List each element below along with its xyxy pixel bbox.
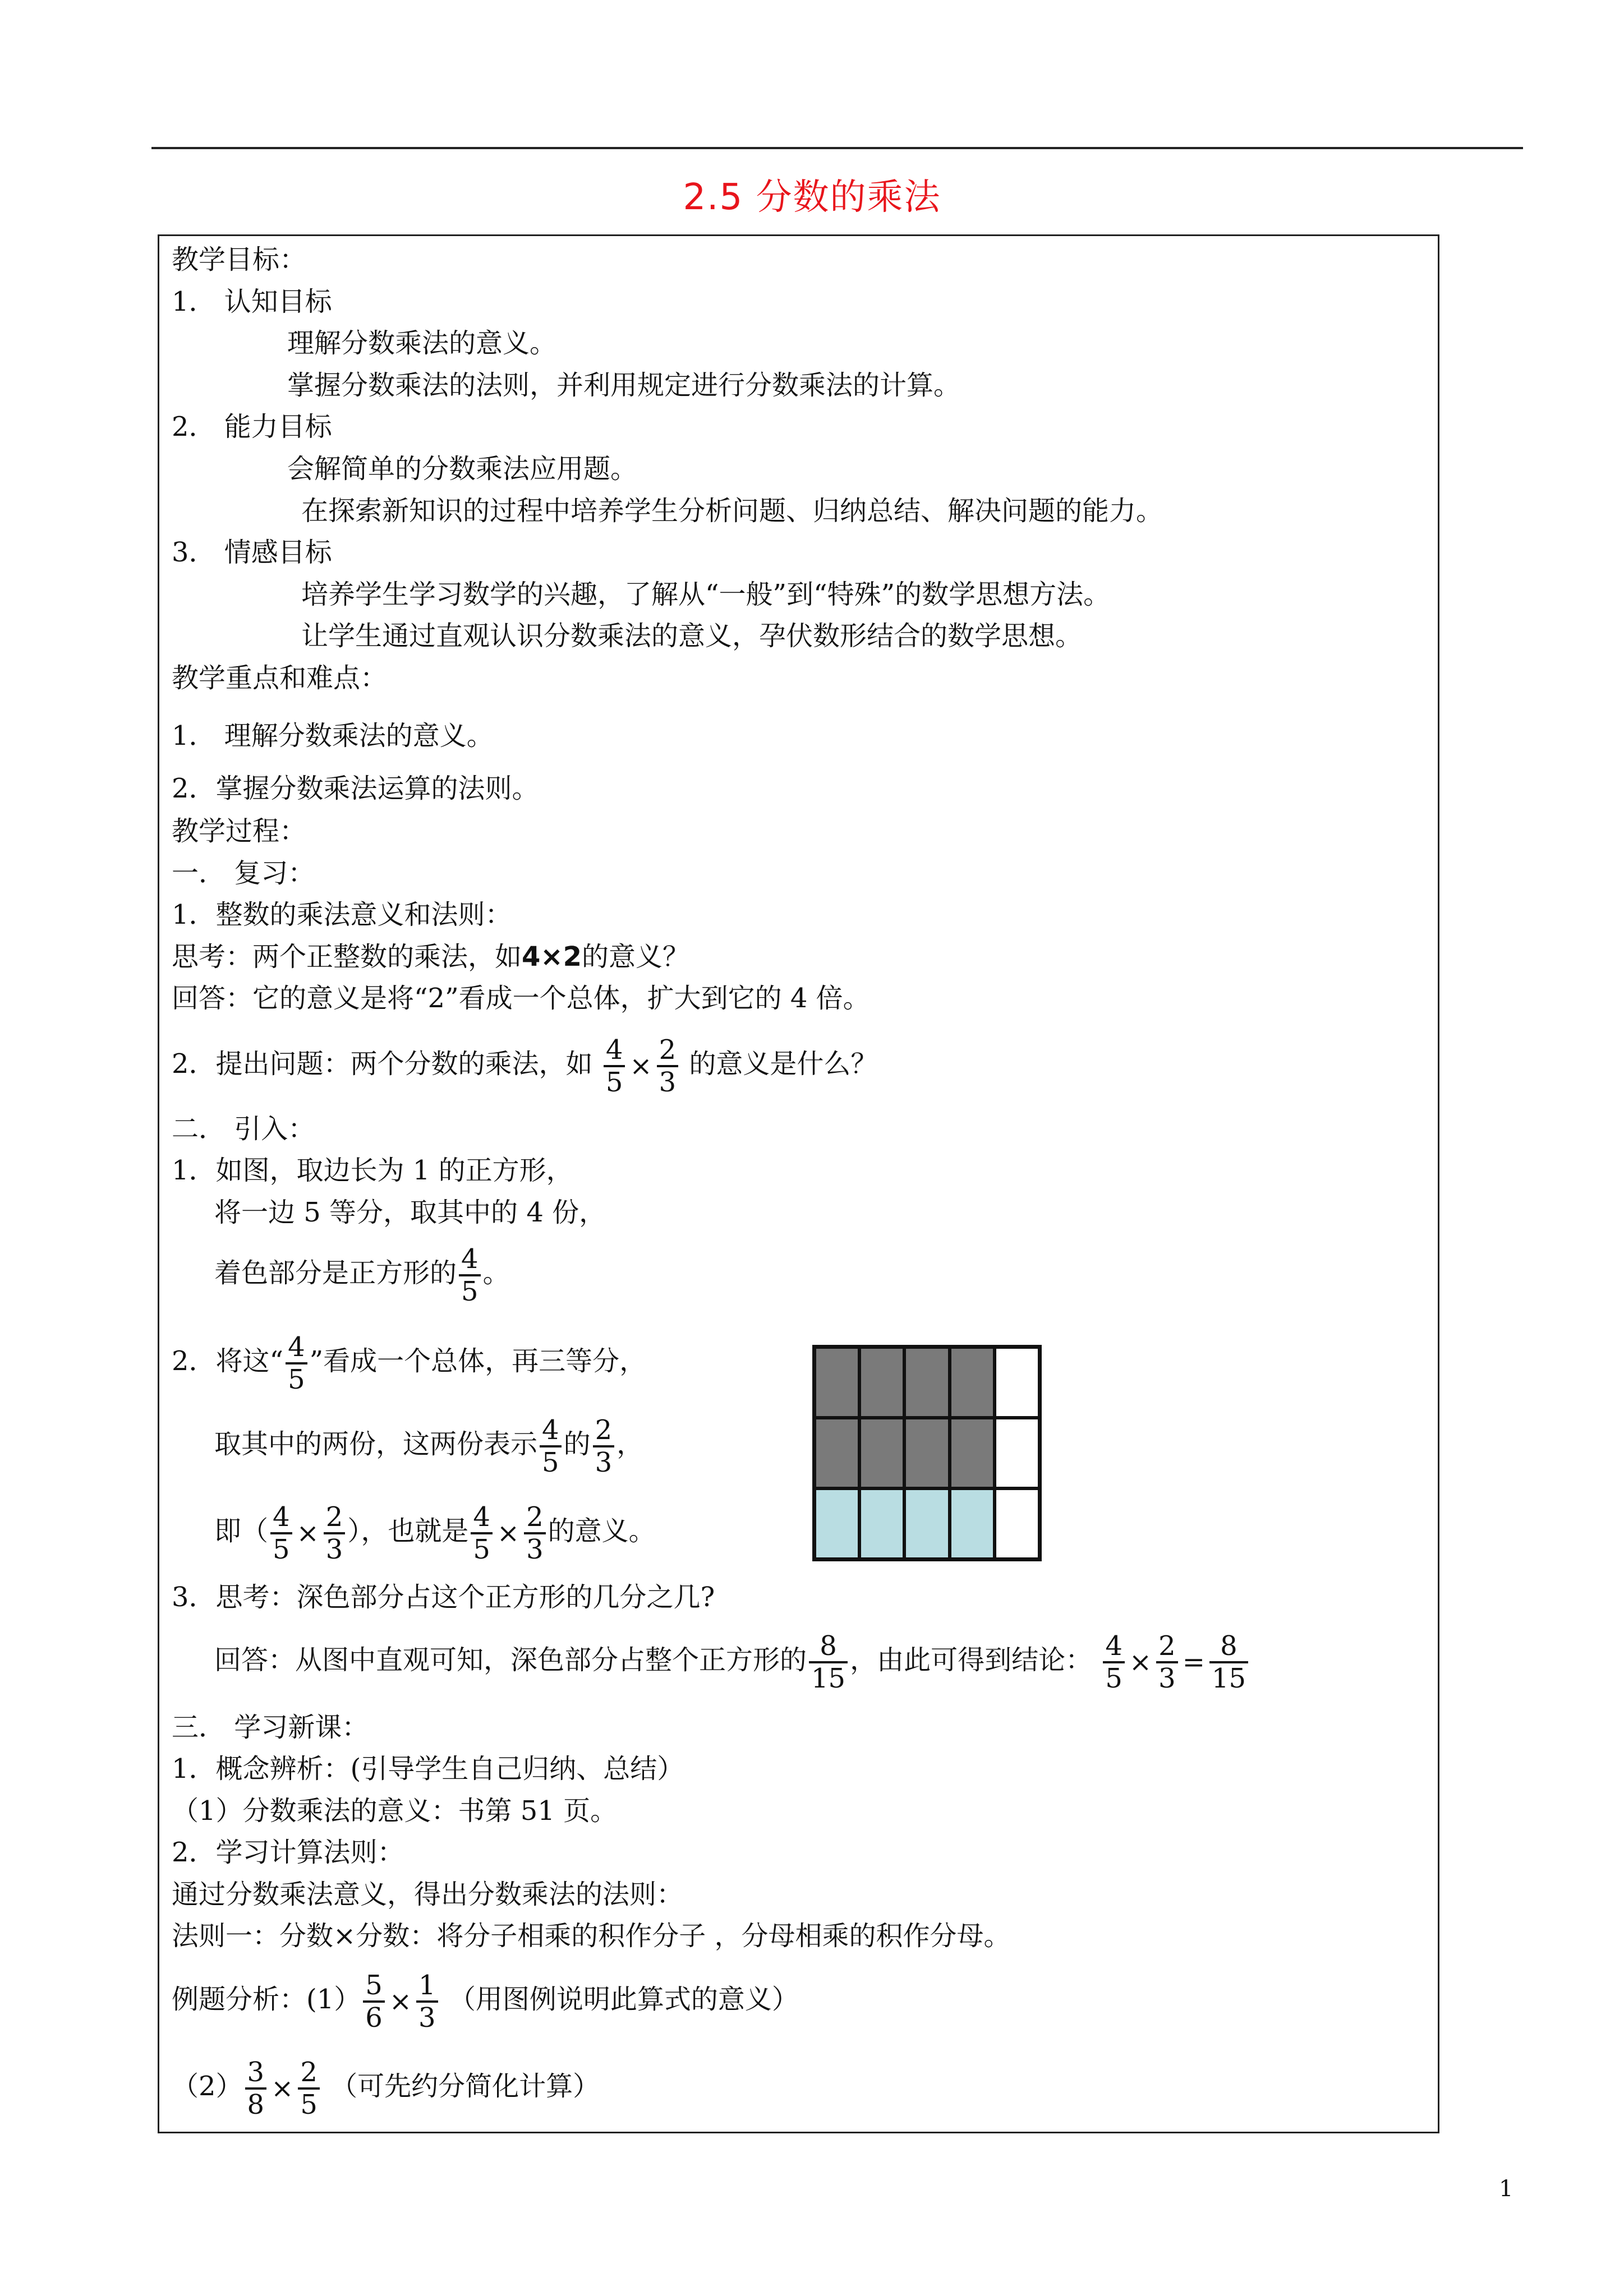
fraction-2-3: $\frac{2}{3}$ bbox=[657, 1035, 679, 1098]
fraction-5-6: $\frac{5}{6}$ bbox=[363, 1970, 385, 2033]
s2-line-c: 着色部分是正方形的 $\frac{4}{5}$ 。 bbox=[214, 1243, 510, 1307]
section-2: 二． 引入： bbox=[172, 1113, 315, 1145]
goal-1a: 理解分数乘法的意义。 bbox=[287, 328, 557, 359]
fraction-3-8: $\frac{3}{8}$ bbox=[245, 2057, 267, 2120]
figure-cell bbox=[950, 1347, 995, 1418]
fraction-2-3: $\frac{2}{3}$ bbox=[524, 1502, 546, 1565]
goal-2: 2． 能力目标 bbox=[172, 411, 332, 442]
figure-cell bbox=[950, 1488, 995, 1559]
s3-line-c: 2．学习计算法则： bbox=[172, 1837, 404, 1868]
figure-cell bbox=[995, 1488, 1039, 1559]
goal-3a: 培养学生学习数学的兴趣，了解从“一般”到“特殊”的数学思想方法。 bbox=[301, 579, 1111, 610]
s3-line-g: （2） $\frac{3}{8}$ × $\frac{2}{5}$ （可先约分简化计算） bbox=[172, 2056, 600, 2120]
header-rule bbox=[151, 147, 1523, 149]
s1-line-d: 2．提出问题：两个分数的乘法，如 $\frac{4}{5}$ × $\frac{2}{3}$ 的意义是什么？ bbox=[172, 1034, 878, 1098]
goal-1b: 掌握分数乘法的法则，并利用规定进行分数乘法的计算。 bbox=[287, 370, 961, 401]
figure-cell bbox=[815, 1418, 859, 1488]
goal-1: 1． 认知目标 bbox=[172, 286, 332, 317]
fraction-4-5: $\frac{4}{5}$ bbox=[1103, 1631, 1125, 1694]
figure-cell bbox=[815, 1488, 859, 1559]
key-2: 2．掌握分数乘法运算的法则。 bbox=[172, 773, 539, 804]
s2-line-b: 将一边 5 等分，取其中的 4 份， bbox=[214, 1197, 606, 1228]
fraction-area-figure bbox=[812, 1345, 1042, 1561]
figure-cell bbox=[904, 1347, 949, 1418]
fraction-4-5: $\frac{4}{5}$ bbox=[286, 1332, 307, 1395]
figure-cell bbox=[995, 1418, 1039, 1488]
fraction-2-3: $\frac{2}{3}$ bbox=[593, 1415, 615, 1478]
fraction-4-5: $\frac{4}{5}$ bbox=[270, 1502, 292, 1565]
s3-line-a: 1．概念辨析：(引导学生自己归纳、总结） bbox=[172, 1753, 684, 1785]
s1-line-a: 1．整数的乘法意义和法则： bbox=[172, 899, 512, 930]
fraction-8-15: $\frac{8}{15}$ bbox=[809, 1631, 848, 1694]
key-heading: 教学重点和难点： bbox=[172, 662, 388, 694]
fraction-4-5: $\frac{4}{5}$ bbox=[471, 1502, 493, 1565]
s1-line-b: 思考：两个正整数的乘法，如4×2的意义？ bbox=[172, 941, 690, 972]
s2-line-f: 即（ $\frac{4}{5}$ × $\frac{2}{3}$ ），也就是 $\frac{4}{5}$ × $\frac{2}{3}$ 的意义。 bbox=[214, 1501, 656, 1565]
key-1: 1． 理解分数乘法的意义。 bbox=[172, 720, 494, 751]
goal-3b: 让学生通过直观认识分数乘法的意义，孕伏数形结合的数学思想。 bbox=[301, 620, 1083, 652]
s3-line-d: 通过分数乘法意义，得出分数乘法的法则： bbox=[172, 1879, 684, 1910]
page-title: 2.5 分数的乘法 bbox=[683, 177, 941, 218]
section-1: 一． 复习： bbox=[172, 857, 315, 889]
goal-2b: 在探索新知识的过程中培养学生分析问题、归纳总结、解决问题的能力。 bbox=[301, 495, 1163, 527]
integer-product: 4×2 bbox=[522, 941, 582, 972]
goal-3: 3． 情感目标 bbox=[172, 537, 332, 568]
s3-line-b: （1）分数乘法的意义：书第 51 页。 bbox=[172, 1795, 618, 1827]
s2-line-h: 回答：从图中直观可知，深色部分占整个正方形的 $\frac{8}{15}$ ，由此可得到结论： $\frac{4}{5}$ × $\frac{2}{3}$ = $\frac{8}{15}$ bbox=[214, 1624, 1250, 1696]
figure-cell bbox=[950, 1418, 995, 1488]
figure-cell bbox=[859, 1488, 904, 1559]
fraction-4-5: $\frac{4}{5}$ bbox=[540, 1415, 562, 1478]
figure-cell bbox=[995, 1347, 1039, 1418]
fraction-2-3: $\frac{2}{3}$ bbox=[324, 1502, 346, 1565]
figure-cell bbox=[815, 1347, 859, 1418]
fraction-4-5: $\frac{4}{5}$ bbox=[459, 1244, 481, 1307]
figure-cell bbox=[904, 1418, 949, 1488]
s2-line-d: 2．将这“ $\frac{4}{5}$ ”看成一个总体，再三等分， bbox=[172, 1331, 647, 1395]
fraction-4-5: $\frac{4}{5}$ bbox=[604, 1035, 625, 1098]
goals-heading: 教学目标： bbox=[172, 244, 307, 275]
s2-line-g: 3．思考：深色部分占这个正方形的几分之几? bbox=[172, 1582, 715, 1613]
section-3: 三． 学习新课： bbox=[172, 1712, 369, 1743]
s3-line-f: 例题分析：(1） $\frac{5}{6}$ × $\frac{1}{3}$ （用图例说明此算式的意义） bbox=[172, 1969, 799, 2034]
s2-line-e: 取其中的两份，这两份表示 $\frac{4}{5}$ 的 $\frac{2}{3}$ ， bbox=[214, 1414, 644, 1478]
goal-2a: 会解简单的分数乘法应用题。 bbox=[287, 453, 638, 485]
figure-cell bbox=[904, 1488, 949, 1559]
figure-cell bbox=[859, 1347, 904, 1418]
s3-line-e: 法则一：分数×分数：将分子相乘的积作分子 ，分母相乘的积作分母。 bbox=[172, 1920, 1011, 1952]
s1-line-c: 回答：它的意义是将“2”看成一个总体，扩大到它的 4 倍。 bbox=[172, 983, 870, 1014]
fraction-1-3: $\frac{1}{3}$ bbox=[416, 1970, 438, 2033]
process-heading: 教学过程： bbox=[172, 815, 307, 847]
page-number: 1 bbox=[1499, 2176, 1513, 2202]
fraction-2-5: $\frac{2}{5}$ bbox=[298, 2057, 320, 2120]
s2-line-a: 1．如图，取边长为 1 的正方形， bbox=[172, 1155, 573, 1186]
fraction-2-3: $\frac{2}{3}$ bbox=[1156, 1631, 1178, 1694]
fraction-8-15: $\frac{8}{15}$ bbox=[1209, 1631, 1248, 1694]
figure-cell bbox=[859, 1418, 904, 1488]
